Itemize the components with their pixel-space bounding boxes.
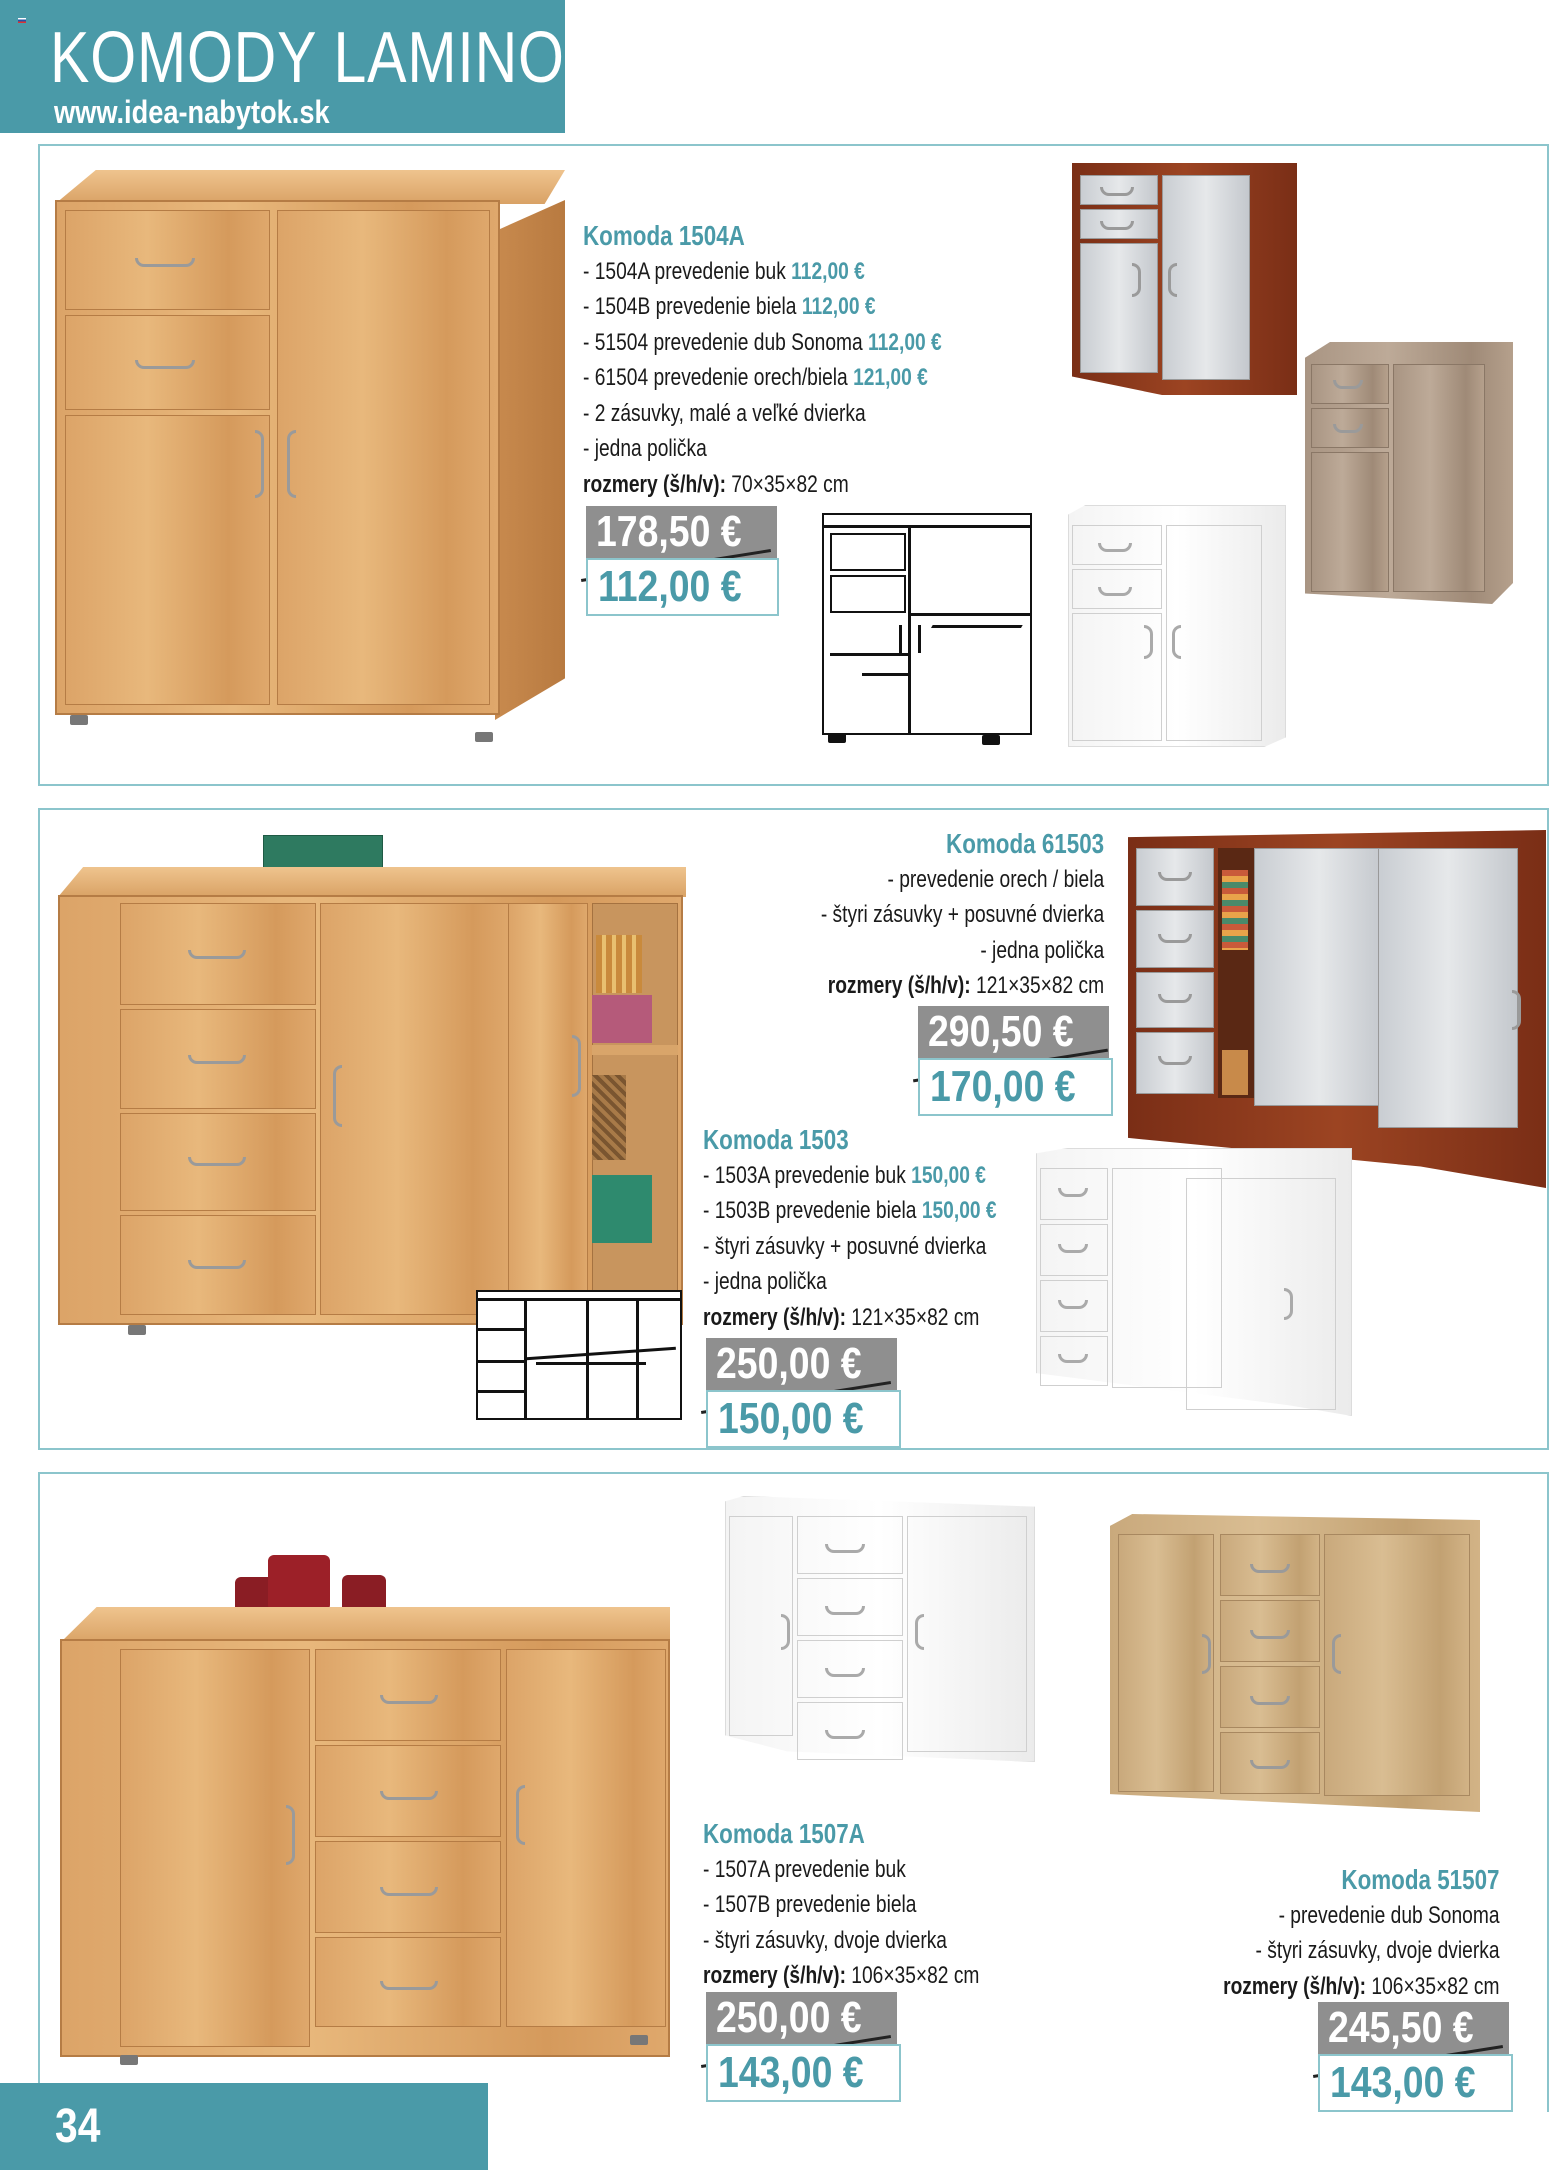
product-name: Komoda 1507A — [703, 1818, 865, 1849]
komoda-1507a-price — [706, 1992, 886, 2104]
komoda-1504a-beech-image — [55, 170, 565, 745]
komoda-51507-sonoma-image — [1110, 1514, 1482, 1814]
new-price: 170,00 € — [918, 1058, 1113, 1116]
komoda-51507-price — [1318, 2002, 1498, 2114]
old-price: 178,50 € — [586, 506, 777, 558]
old-price: 250,00 € — [706, 1338, 897, 1390]
komoda-1504a-info: Komoda 1504A - 1504A prevedenie buk 112,00 € - 1504B prevedenie biela 112,00 € - 51504 prevedenie dub Sonoma 112,00 € - 61504 prevedenie orech/biela 121,00 € - 2 zásuvky, malé a veľké dvierka - jedna polička rozmery (š/h/v): 70×35×82 cm — [583, 220, 942, 498]
komoda-61503-info: Komoda 61503 - prevedenie orech / biela - štyri zásuvky + posuvné dvierka - jedna polička rozmery (š/h/v): 121×35×82 cm — [820, 828, 1104, 999]
product-name: Komoda 1503 — [703, 1124, 849, 1155]
komoda-1503-beech-image — [58, 835, 698, 1345]
new-price: 143,00 € — [1318, 2054, 1513, 2112]
komoda-1507a-beech-image — [60, 1555, 675, 2067]
komoda-1504a-line-drawing — [822, 513, 1032, 745]
old-price: 245,50 € — [1318, 2002, 1509, 2054]
slovak-flag-icon — [18, 18, 26, 23]
product-name: Komoda 61503 — [945, 828, 1104, 859]
komoda-61503-walnut-image — [1128, 830, 1548, 1190]
page-number: 34 — [0, 2083, 488, 2170]
komoda-1507b-white-image — [725, 1496, 1037, 1764]
new-price: 150,00 € — [706, 1390, 901, 1448]
website-link[interactable]: www.idea-nabytok.sk — [54, 94, 330, 130]
new-price: 112,00 € — [586, 558, 779, 616]
komoda-1504a-price — [586, 506, 766, 618]
komoda-1504b-white-image — [1068, 505, 1290, 750]
old-price: 250,00 € — [706, 1992, 897, 2044]
komoda-1503-line-drawing — [476, 1290, 686, 1430]
komoda-51504-sonoma-image — [1305, 342, 1515, 607]
komoda-1507a-info: Komoda 1507A - 1507A prevedenie buk - 1507B prevedenie biela - štyri zásuvky, dvoje dvierka rozmery (š/h/v): 106×35×82 cm — [703, 1818, 980, 1989]
komoda-61503-price — [918, 1006, 1103, 1118]
page-title: KOMODY LAMINO — [50, 18, 565, 98]
komoda-61504-walnut-image — [1072, 163, 1302, 398]
komoda-51507-info: Komoda 51507 - prevedenie dub Sonoma - štyri zásuvky, dvoje dvierka rozmery (š/h/v): 106×35×82 cm — [1223, 1864, 1500, 2000]
old-price: 290,50 € — [918, 1006, 1109, 1058]
komoda-1503-info: Komoda 1503 - 1503A prevedenie buk 150,00 € - 1503B prevedenie biela 150,00 € - štyri zásuvky + posuvné dvierka - jedna polička rozmery (š/h/v): 121×35×82 cm — [703, 1124, 997, 1331]
page-header — [0, 0, 565, 133]
komoda-1503-price — [706, 1338, 886, 1450]
product-name: Komoda 1504A — [583, 220, 745, 251]
product-name: Komoda 51507 — [1341, 1864, 1500, 1895]
new-price: 143,00 € — [706, 2044, 901, 2102]
komoda-1503b-white-image — [1036, 1148, 1354, 1418]
